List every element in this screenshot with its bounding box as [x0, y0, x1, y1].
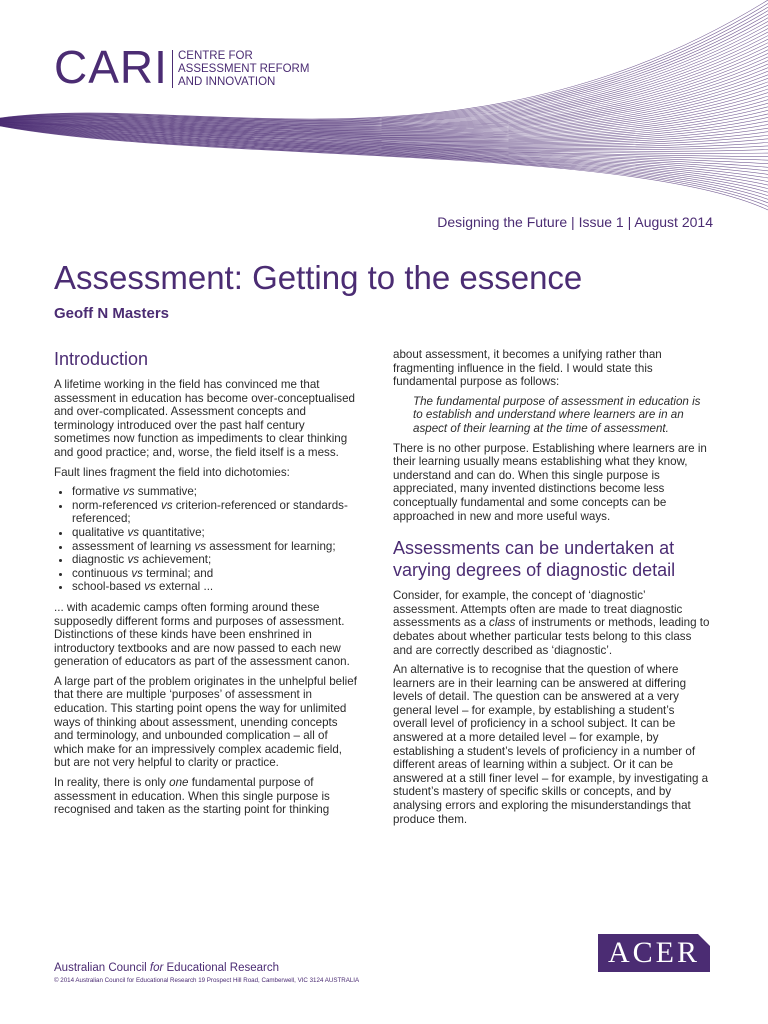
list-item: • school-based vs external ... [72, 580, 360, 594]
paragraph: A large part of the problem originates in the unhelpful belief that there are multiple ‘purposes’ of assessment in education. This starting point opens the way for unlimited ways of thinking about assessment, unending concepts and terminology, and unbounded complication – all of which make for an impressively complex academic field, but are not very helpful to clarity or practice. [54, 674, 357, 770]
document-title: Assessment: Getting to the essence [54, 259, 583, 296]
paragraph: Fault lines fragment the field into dichotomies: [54, 465, 290, 479]
paragraph: ... with academic camps often forming around these supposedly different forms and purposes of assessment. Distinctions of these kinds have been enshrined in introductory textbooks and are now passed to each new generation of educators as part of the assessment canon. [54, 600, 350, 669]
section-heading-diagnostic-detail: Assessments can be undertaken at varying degrees of diagnostic detail [393, 538, 676, 581]
cari-logo-subtitle [178, 50, 309, 89]
cari-logo-divider [172, 50, 173, 88]
cari-subtitle-line: CENTRE FOR [178, 50, 253, 62]
footer-copyright: © 2014 Australian Council for Educational Research 19 Prospect Hill Road, Camberwell, VIC 3124 AUSTRALIA [54, 977, 360, 984]
list-item: • formative vs summative; [72, 485, 360, 499]
acer-logo-corner [698, 934, 710, 946]
cari-subtitle-line: ASSESSMENT REFORM [178, 63, 310, 75]
issue-line: Designing the Future | Issue 1 | August 2014 [437, 214, 713, 230]
paragraph: Consider, for example, the concept of ‘diagnostic’ assessment. Attempts often are made to treat diagnostic assessments as a class of instruments or methods, leading to debates about whether particular tests belong to this class and are correctly described as ‘diagnostic’. [393, 589, 710, 657]
right-column [393, 348, 711, 832]
cari-logo: CARI [54, 41, 168, 93]
decorative-wave-lines [0, 0, 768, 215]
list-item: • qualitative vs quantitative; [72, 526, 360, 540]
paragraph: A lifetime working in the field has convinced me that assessment in education has become over-conceptualised and over-complicated. Assessment concepts and terminology introduced over the past half century sometimes now function as impediments to clear thinking and good practice; and, worse, the field itself is a mess. [54, 378, 355, 459]
cari-subtitle-line: AND INNOVATION [178, 76, 276, 88]
list-item: • norm-referenced vs criterion-referenced or standards-referenced; [72, 499, 360, 526]
paragraph: about assessment, it becomes a unifying rather than fragmenting influence in the field. I would state this fundamental purpose as follows: [393, 348, 662, 389]
section-heading-introduction: Introduction [54, 349, 149, 369]
purpose-quote: The fundamental purpose of assessment in education is to establish and understand where learners are in an aspect of their learning at the time of assessment. [413, 394, 701, 435]
list-item: • diagnostic vs achievement; [72, 553, 360, 567]
footer-organisation: Australian Council for Educational Research [54, 962, 280, 974]
list-item: • continuous vs terminal; and [72, 567, 360, 581]
acer-logo-text: ACER [607, 936, 700, 969]
dichotomies-list [54, 485, 360, 594]
paragraph: An alternative is to recognise that the question of where learners are in their learning can be answered at differing levels of detail. The question can be answered at a very general level – for example, by establishing a student’s overall level of proficiency in a school subject. It can be answered at a more detailed level – for example, by establishing a student’s levels of proficiency in a number of different areas of learning within a subject. Or it can be answered at a still finer level – for example, by investigating a student’s mastery of specific skills or concepts, and by analysing errors and exploring the misunderstandings that produce them. [393, 663, 709, 826]
paragraph: In reality, there is only one fundamental purpose of assessment in education. When this single purpose is recognised and taken as the starting point for thinking [54, 776, 330, 817]
author-name: Geoff N Masters [54, 305, 170, 322]
list-item: • assessment of learning vs assessment for learning; [72, 540, 360, 554]
left-column [54, 348, 360, 823]
acer-logo [598, 934, 710, 972]
paragraph: There is no other purpose. Establishing where learners are in their learning usually means establishing what they know, understand and can do. When this single purpose is appreciated, many invented distinctions become less conceptually fundamental and some concepts can be approached in new and more useful ways. [393, 441, 707, 523]
